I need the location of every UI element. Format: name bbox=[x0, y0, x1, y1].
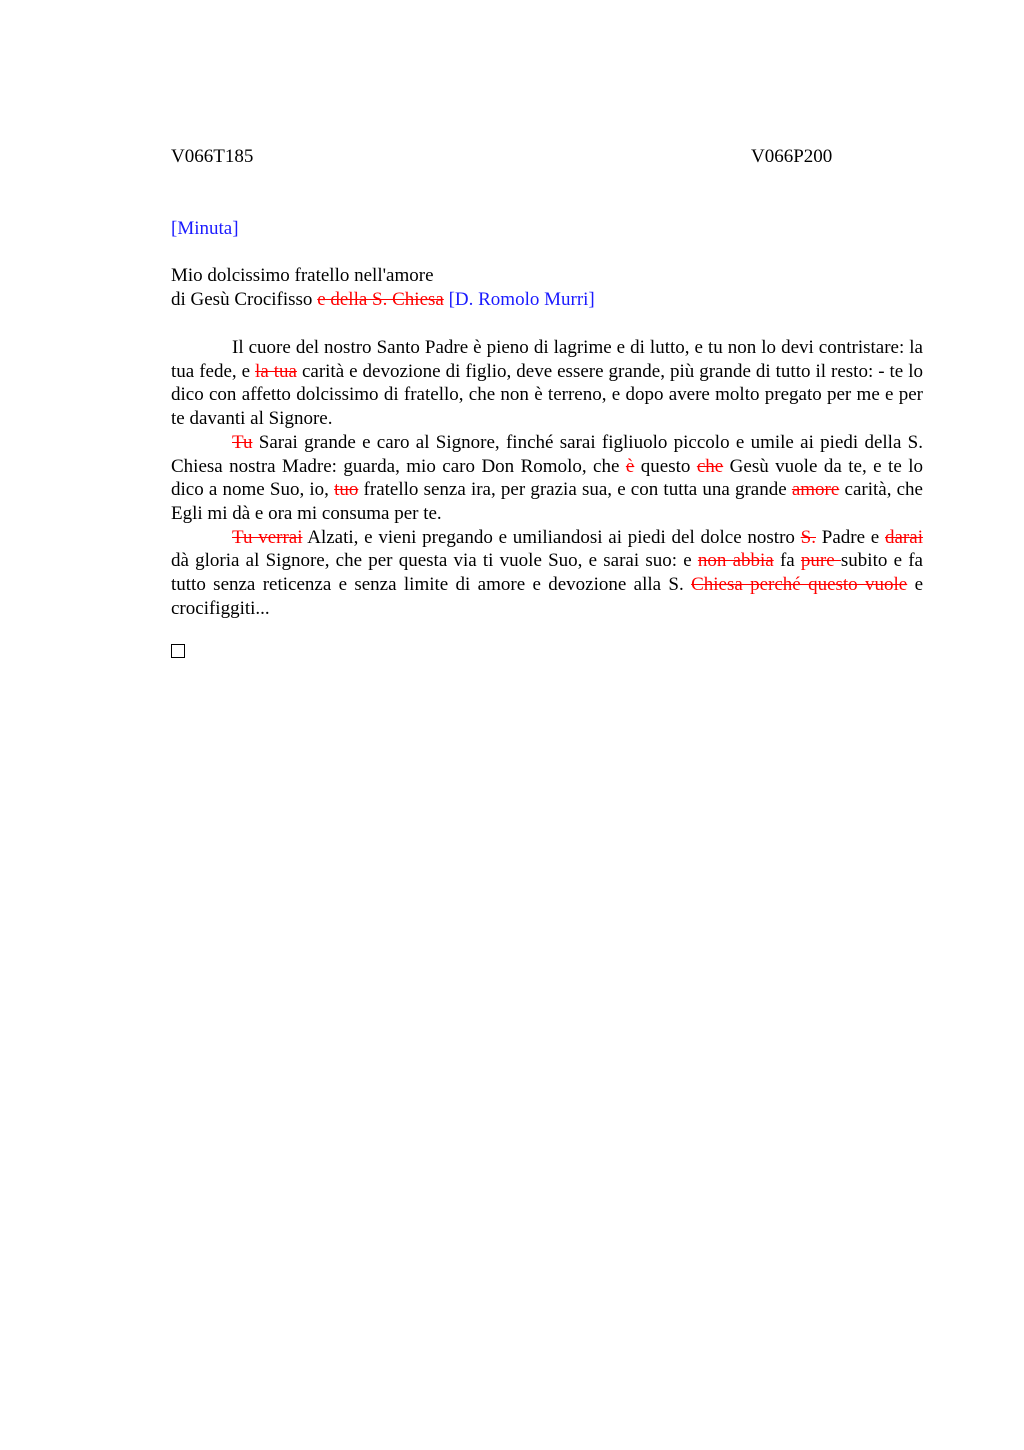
deleted-text: Tu bbox=[232, 431, 253, 453]
paragraph-text: Gesù vuole da te, e te lo dico a nome Suo, io, bbox=[171, 455, 923, 501]
salutation-line-2 bbox=[171, 288, 923, 312]
paragraph bbox=[171, 431, 923, 526]
salutation-text: di Gesù Crocifisso bbox=[171, 289, 318, 310]
deleted-text: la tua bbox=[255, 360, 297, 382]
paragraph-text: Alzati, e vieni pregando e umiliandosi ai piedi del dolce nostro bbox=[302, 526, 801, 548]
deleted-text: S. bbox=[800, 526, 816, 548]
addressee-note: [D. Romolo Murri] bbox=[448, 289, 595, 310]
paragraph-text: carità, che Egli mi dà e ora mi consuma per te. bbox=[171, 479, 923, 524]
header-row bbox=[171, 144, 923, 170]
paragraph-text: Padre e bbox=[816, 526, 885, 548]
paragraph bbox=[171, 336, 923, 431]
deleted-text: darai bbox=[885, 526, 923, 548]
document-code-left: V066T185 bbox=[171, 146, 254, 167]
deleted-text: pure bbox=[800, 550, 841, 572]
deleted-text: amore bbox=[791, 479, 840, 501]
salutation-line-1: Mio dolcissimo fratello nell'amore bbox=[171, 265, 434, 286]
paragraph-text: Il cuore del nostro Santo Padre è pieno di lagrime e di lutto, e tu non lo devi contristare: la tua fede, e bbox=[171, 337, 923, 382]
paragraph-text: fratello senza ira, per grazia sua, e con tutta una grande bbox=[358, 479, 792, 501]
deleted-text: che bbox=[696, 455, 724, 477]
paragraph-text: dà gloria al Signore, che per questa via ti vuole Suo, e sarai suo: e bbox=[171, 550, 698, 572]
deleted-text: Chiesa perché questo vuole bbox=[691, 574, 908, 596]
paragraph-text: e crocifiggiti... bbox=[171, 574, 924, 619]
paragraph-text: fa bbox=[773, 550, 801, 572]
paragraph-text: Sarai grande e caro al Signore, finché sarai figliuolo piccolo e umile ai piedi della S. Chiesa nostra Madre: guarda, mio caro Don Romolo, che bbox=[171, 431, 923, 477]
deleted-text: tuo bbox=[334, 479, 359, 501]
deleted-text: è bbox=[625, 455, 635, 477]
empty-square-icon bbox=[171, 644, 185, 658]
paragraph-text: subito e fa tutto senza reticenza e senza limite di amore e devozione alla S. bbox=[171, 550, 923, 596]
paragraph-text: questo bbox=[634, 455, 697, 477]
salutation bbox=[171, 264, 923, 312]
letter-page bbox=[171, 144, 923, 658]
paragraph bbox=[171, 526, 923, 621]
letter-body bbox=[171, 336, 923, 620]
minuta-label: [Minuta] bbox=[171, 218, 239, 239]
document-code-right: V066P200 bbox=[751, 146, 833, 167]
paragraph-text: carità e devozione di figlio, deve essere grande, più grande di tutto il resto: - te lo dico con affetto dolcissimo di fratello, che non è terreno, e dopo avere molto pregato per me e per te davanti al Signore. bbox=[171, 360, 923, 430]
deleted-text: Tu verrai bbox=[232, 526, 303, 548]
deleted-text: e della S. Chiesa bbox=[317, 289, 444, 310]
deleted-text: non abbia bbox=[697, 550, 774, 572]
